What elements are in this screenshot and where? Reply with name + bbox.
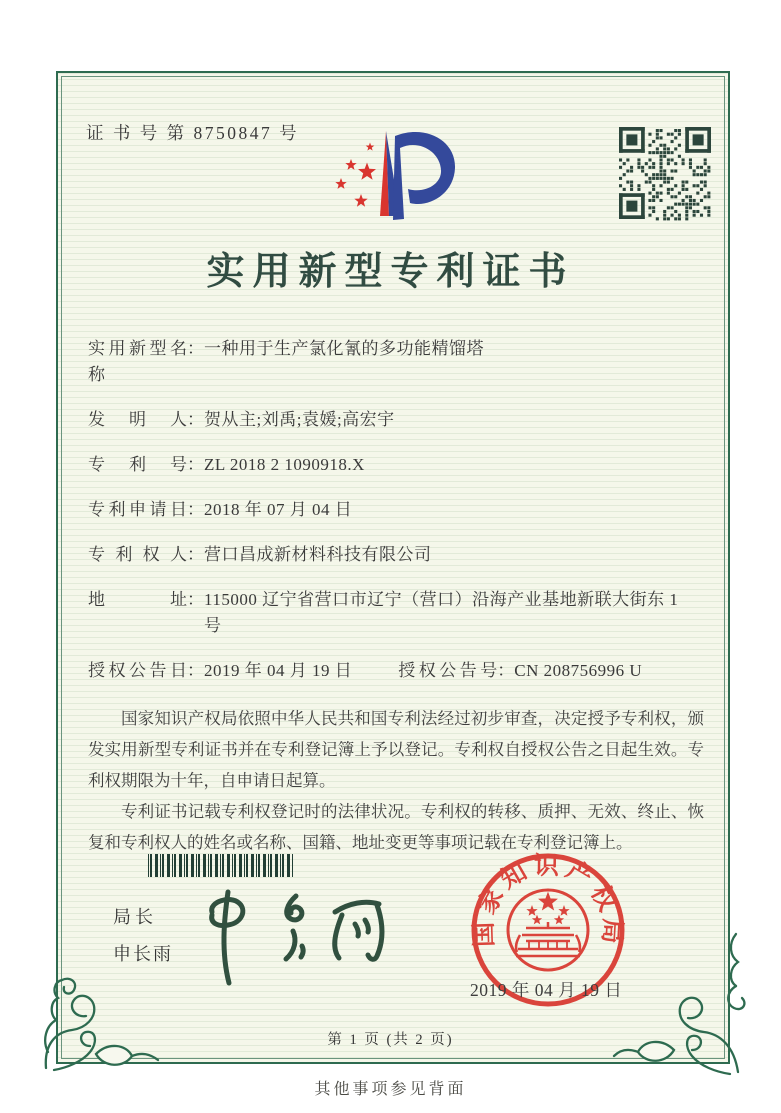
back-side-note: 其他事项参见背面 [314,1081,467,1098]
field-value-grant-date: 2019 年 04 月 19 日 [204,661,353,680]
certificate-title: 实用新型专利证书 [206,251,575,293]
qr-code-icon [619,127,711,223]
field-label: 地址 [88,590,187,609]
field-row-address: 地址 ： 115000 辽宁省营口市辽宁（营口）沿海产业基地新联大街东 1 号 [88,587,704,639]
certificate-body [88,336,704,858]
signer-title: 局长 [113,907,157,927]
field-value-grant-number: CN 208756996 U [514,661,643,680]
grant-number-pair: 授权公告号 ： CN 208756996 U [398,658,642,684]
field-value-patentee: 营口昌成新材料科技有限公司 [204,545,432,564]
field-value-filing-date: 2018 年 07 月 04 日 [204,500,353,519]
field-value-address: 115000 辽宁省营口市辽宁（营口）沿海产业基地新联大街东 1 号 [204,590,679,635]
legal-paragraph-2: 专利证书记载专利权登记时的法律状况。专利权的转移、质押、无效、终止、恢复和专利权人的姓名或名称、国籍、地址变更等事项记载在专利登记簿上。 [88,802,704,852]
field-value-inventors: 贺从主;刘禹;袁媛;高宏宇 [204,410,395,429]
corner-flourish-bottom-left-icon [38,956,168,1076]
field-row-grant: 授权公告日 ： 2019 年 04 月 19 日 授权公告号 ： CN 208756996 U [88,658,704,684]
barcode-icon [148,854,296,877]
field-label: 实用新型名称 [88,339,187,384]
field-label: 专利号 [88,455,187,474]
field-label: 授权公告日 [88,661,187,680]
legal-paragraphs [88,703,704,858]
svg-text:国家知识产权局: 国家知识产权局 [470,852,626,950]
seal-date: 2019 年 04 月 19 日 [470,980,623,1000]
legal-paragraph-1: 国家知识产权局依照中华人民共和国专利法经过初步审查，决定授予专利权，颁发实用新型专利证书并在专利登记簿上予以登记。专利权自授权公告之日起生效。专利权期限为十年，自申请日起算。 [88,709,704,790]
field-label: 授权公告号 [398,661,498,680]
page-number: 第 1 页 (共 2 页) [327,1032,454,1048]
field-label: 专利权人 [88,545,187,564]
field-value-patent-number: ZL 2018 2 1090918.X [204,455,365,474]
field-label: 发明人 [88,410,187,429]
field-label: 专利申请日 [88,500,187,519]
field-row-patentee: 专利权人 ： 营口昌成新材料科技有限公司 [88,542,704,568]
field-row-filing-date: 专利申请日 ： 2018 年 07 月 04 日 [88,497,704,523]
certificate-number: 证 书 号 第 8750847 号 [86,123,300,143]
field-row-patent-number: 专利号 ： ZL 2018 2 1090918.X [88,452,704,478]
cnipa-logo-icon [323,126,473,238]
handwritten-signature [198,878,413,990]
field-row-inventors: 发明人 ： 贺从主;刘禹;袁媛;高宏宇 [88,407,704,433]
field-value-invention-name: 一种用于生产氯化氰的多功能精馏塔 [204,339,484,358]
signer-name: 申长雨 [113,944,173,964]
field-row-name: 实用新型名称 ： 一种用于生产氯化氰的多功能精馏塔 [88,336,704,388]
